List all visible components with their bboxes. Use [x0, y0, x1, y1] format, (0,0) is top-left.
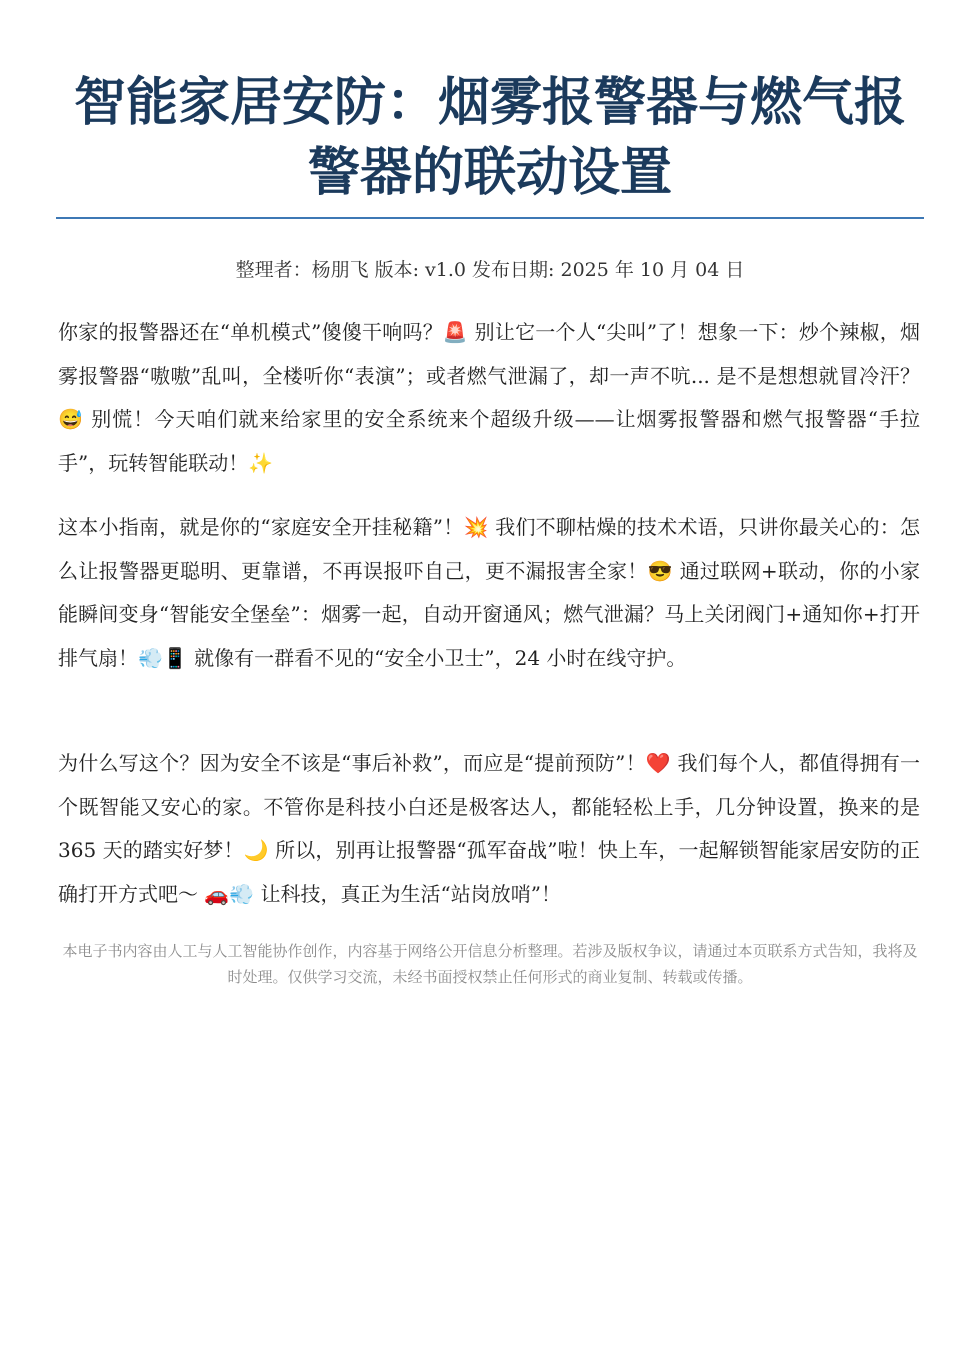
copyright-disclaimer: 本电子书内容由人工与人工智能协作创作，内容基于网络公开信息分析整理。若涉及版权争议，请通过本页联系方式告知，我将及时处理。仅供学习交流，未经书面授权禁止任何形式的商业复制、转载或传播。 — [62, 942, 918, 986]
intro-paragraph-2: 这本小指南，就是你的“家庭安全开挂秘籍”！💥 我们不聊枯燥的技术术语，只讲你最关心的：怎么让报警器更聪明、更靠谱，不再误报吓自己，更不漏报害全家！😎 通过联网+联动，你的小家能瞬间变身“智能安全堡垒”：烟雾一起，自动开窗通风；燃气泄漏？马上关闭阀门+通知你+打开排气扇！💨📱 就像有一群看不见的“安全小卫士”，24 小时在线守护。 — [58, 515, 920, 670]
document-meta: 整理者：杨朋飞 版本: v1.0 发布日期: 2025 年 10 月 04 日 — [235, 259, 745, 281]
intro-paragraph-1: 你家的报警器还在“单机模式”傻傻干响吗？🚨 别让它一个人“尖叫”了！想象一下：炒个辣椒，烟雾报警器“嗷嗷”乱叫，全楼听你“表演”；或者燃气泄漏了，却一声不吭... 是不是想想就冒冷汗？😅 别慌！今天咱们就来给家里的安全系统来个超级升级——让烟雾报警器和燃气报警器“手拉手”，玩转智能联动！✨ — [58, 320, 920, 475]
title-divider — [56, 217, 924, 219]
intro-paragraph-3: 为什么写这个？因为安全不该是“事后补救”，而应是“提前预防”！❤️ 我们每个人，都值得拥有一个既智能又安心的家。不管你是科技小白还是极客达人，都能轻松上手，几分钟设置，换来的是 365 天的踏实好梦！🌙 所以，别再让报警器“孤军奋战”啦！快上车，一起解锁智能家居安防的正确打开方式吧～ 🚗💨 让科技，真正为生活“站岗放哨”！ — [58, 751, 920, 906]
document-title: 智能家居安防：烟雾报警器与燃气报警器的联动设置 — [73, 73, 906, 203]
